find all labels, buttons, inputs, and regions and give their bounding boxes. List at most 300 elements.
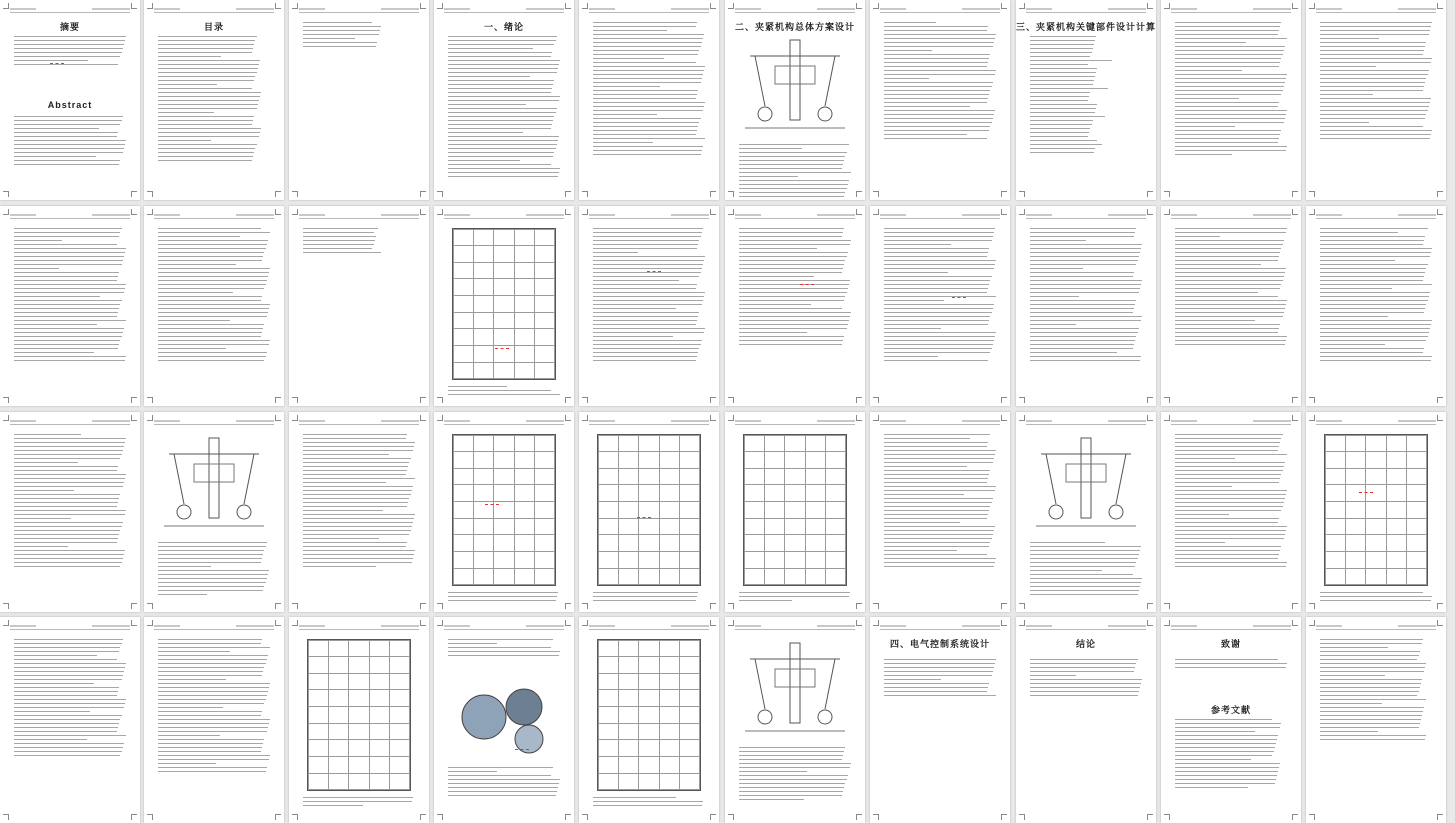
page-header-rule <box>1171 629 1291 630</box>
crop-mark <box>437 603 443 609</box>
crop-mark <box>420 415 426 421</box>
text-block <box>303 434 415 570</box>
spellcheck-underline <box>952 294 966 298</box>
crop-mark <box>3 814 9 820</box>
page-title: 摘要 <box>59 22 80 32</box>
crop-mark <box>565 209 571 215</box>
crop-mark <box>1292 209 1298 215</box>
document-page[interactable] <box>1016 412 1156 612</box>
crop-mark <box>565 814 571 820</box>
document-page[interactable] <box>1306 0 1446 200</box>
crop-mark <box>420 620 426 626</box>
page-header-rule <box>589 12 709 13</box>
document-page[interactable] <box>579 0 719 200</box>
crop-mark <box>131 814 137 820</box>
crop-mark <box>1019 3 1025 9</box>
crop-mark <box>1437 620 1443 626</box>
text-block <box>1175 659 1287 671</box>
crop-mark <box>1019 415 1025 421</box>
text-block <box>14 639 126 759</box>
crop-mark <box>728 209 734 215</box>
text-block <box>303 797 415 809</box>
document-page[interactable] <box>1306 206 1446 406</box>
page-header-rule <box>1316 424 1436 425</box>
text-block <box>1320 639 1432 743</box>
text-block <box>884 434 996 570</box>
crop-mark <box>1019 814 1025 820</box>
crop-mark <box>728 397 734 403</box>
text-block <box>739 144 851 200</box>
crop-mark <box>3 397 9 403</box>
document-page[interactable] <box>1016 0 1156 200</box>
crop-mark <box>1437 397 1443 403</box>
crop-mark <box>420 603 426 609</box>
document-page[interactable] <box>434 412 574 612</box>
text-block <box>593 22 705 158</box>
crop-mark <box>1164 397 1170 403</box>
crop-mark <box>1309 191 1315 197</box>
text-block <box>14 228 126 364</box>
crop-mark <box>710 814 716 820</box>
crop-mark <box>420 3 426 9</box>
page-header-rule <box>299 218 419 219</box>
page-header-rule <box>880 12 1000 13</box>
text-block <box>1030 659 1142 699</box>
page-header-rule <box>1171 12 1291 13</box>
crop-mark <box>1164 209 1170 215</box>
crop-mark <box>1164 3 1170 9</box>
document-page[interactable] <box>434 0 574 200</box>
crop-mark <box>1019 191 1025 197</box>
page-header-rule <box>154 218 274 219</box>
text-block <box>158 228 270 364</box>
text-block <box>884 228 996 364</box>
text-block <box>448 639 560 659</box>
document-page[interactable] <box>144 412 284 612</box>
crop-mark <box>3 603 9 609</box>
text-block <box>303 228 415 256</box>
crop-mark <box>582 603 588 609</box>
crop-mark <box>275 397 281 403</box>
document-page[interactable] <box>725 617 865 823</box>
crop-mark <box>147 415 153 421</box>
crop-mark <box>1001 3 1007 9</box>
crop-mark <box>710 415 716 421</box>
crop-mark <box>1309 620 1315 626</box>
crop-mark <box>147 3 153 9</box>
crop-mark <box>147 397 153 403</box>
crop-mark <box>728 191 734 197</box>
crop-mark <box>437 814 443 820</box>
crop-mark <box>1147 397 1153 403</box>
crop-mark <box>147 209 153 215</box>
crop-mark <box>3 620 9 626</box>
crop-mark <box>1437 814 1443 820</box>
page-title: 三、夹紧机构关键部件设计计算 <box>1016 22 1156 32</box>
data-table <box>743 434 847 586</box>
page-header-rule <box>1026 629 1146 630</box>
crop-mark <box>292 603 298 609</box>
page-header-rule <box>735 629 855 630</box>
crop-mark <box>131 603 137 609</box>
spellcheck-underline <box>1359 489 1373 493</box>
text-block <box>884 659 996 699</box>
document-page[interactable] <box>870 206 1010 406</box>
crop-mark <box>1437 415 1443 421</box>
document-page[interactable] <box>870 617 1010 823</box>
crop-mark <box>1147 620 1153 626</box>
crop-mark <box>437 397 443 403</box>
text-block <box>14 116 126 168</box>
crop-mark <box>1292 397 1298 403</box>
document-page[interactable] <box>144 206 284 406</box>
crop-mark <box>1437 191 1443 197</box>
document-page[interactable] <box>870 0 1010 200</box>
crop-mark <box>1437 3 1443 9</box>
crop-mark <box>1164 415 1170 421</box>
document-page[interactable] <box>1016 206 1156 406</box>
text-block <box>448 36 560 180</box>
crop-mark <box>131 415 137 421</box>
text-block <box>593 797 705 809</box>
crop-mark <box>1001 814 1007 820</box>
crop-mark <box>856 3 862 9</box>
crop-mark <box>565 191 571 197</box>
document-page[interactable] <box>1306 412 1446 612</box>
crop-mark <box>1309 415 1315 421</box>
text-block <box>158 639 270 775</box>
crop-mark <box>565 397 571 403</box>
crop-mark <box>1292 191 1298 197</box>
page-header-rule <box>1026 218 1146 219</box>
spellcheck-underline <box>647 268 661 272</box>
crop-mark <box>873 603 879 609</box>
crop-mark <box>1309 3 1315 9</box>
crop-mark <box>275 620 281 626</box>
page-title: 四、电气控制系统设计 <box>889 639 990 649</box>
crop-mark <box>147 603 153 609</box>
document-page[interactable] <box>1016 617 1156 823</box>
crop-mark <box>1164 603 1170 609</box>
crop-mark <box>3 209 9 215</box>
crop-mark <box>565 603 571 609</box>
page-header-rule <box>444 424 564 425</box>
crop-mark <box>1309 603 1315 609</box>
crop-mark <box>420 814 426 820</box>
text-block <box>1175 434 1287 570</box>
crop-mark <box>1292 603 1298 609</box>
text-block <box>1320 22 1432 142</box>
document-page[interactable] <box>579 206 719 406</box>
crop-mark <box>437 209 443 215</box>
crop-mark <box>582 814 588 820</box>
text-block <box>1030 36 1142 156</box>
data-table <box>307 639 411 791</box>
page-header-rule <box>444 218 564 219</box>
page-header-rule <box>735 12 855 13</box>
page-header-rule <box>444 12 564 13</box>
text-block <box>1175 719 1287 791</box>
text-block <box>739 592 851 604</box>
page-header-rule <box>880 218 1000 219</box>
crop-mark <box>131 3 137 9</box>
document-page[interactable] <box>579 617 719 823</box>
crop-mark <box>582 209 588 215</box>
crop-mark <box>856 620 862 626</box>
crop-mark <box>147 191 153 197</box>
document-page[interactable] <box>1161 206 1301 406</box>
page-title: 一、绪论 <box>483 22 524 32</box>
crop-mark <box>275 209 281 215</box>
crop-mark <box>1147 603 1153 609</box>
crop-mark <box>131 620 137 626</box>
crop-mark <box>1292 814 1298 820</box>
gear-reducer-photo <box>454 677 554 757</box>
document-page[interactable] <box>289 412 429 612</box>
text-block <box>1030 228 1142 364</box>
crop-mark <box>147 814 153 820</box>
crop-mark <box>728 415 734 421</box>
crop-mark <box>710 397 716 403</box>
crop-mark <box>856 209 862 215</box>
crop-mark <box>728 3 734 9</box>
crop-mark <box>856 397 862 403</box>
data-table <box>597 434 701 586</box>
text-block <box>593 228 705 364</box>
document-page[interactable] <box>725 0 865 200</box>
document-page[interactable] <box>289 206 429 406</box>
document-page[interactable] <box>0 0 140 200</box>
crop-mark <box>1147 191 1153 197</box>
spellcheck-underline <box>485 501 499 505</box>
crop-mark <box>710 603 716 609</box>
crop-mark <box>873 3 879 9</box>
crop-mark <box>1164 814 1170 820</box>
crop-mark <box>1292 415 1298 421</box>
crop-mark <box>873 415 879 421</box>
spellcheck-underline <box>50 60 64 64</box>
crop-mark <box>292 415 298 421</box>
crop-mark <box>292 191 298 197</box>
crop-mark <box>437 191 443 197</box>
page-header-rule <box>735 218 855 219</box>
text-block <box>448 386 560 398</box>
crop-mark <box>437 620 443 626</box>
page-header-rule <box>154 629 274 630</box>
spellcheck-underline <box>515 746 529 750</box>
mechanism-drawing <box>159 434 269 534</box>
crop-mark <box>1147 415 1153 421</box>
spellcheck-underline <box>495 345 509 349</box>
crop-mark <box>856 814 862 820</box>
page-header-rule <box>1171 424 1291 425</box>
data-table <box>597 639 701 791</box>
page-header-rule <box>1026 424 1146 425</box>
crop-mark <box>1309 397 1315 403</box>
text-block <box>14 36 126 68</box>
crop-mark <box>1001 191 1007 197</box>
document-page[interactable] <box>434 206 574 406</box>
mechanism-drawing <box>1031 434 1141 534</box>
text-block <box>1030 542 1142 598</box>
document-page[interactable] <box>870 412 1010 612</box>
crop-mark <box>728 603 734 609</box>
crop-mark <box>582 397 588 403</box>
crop-mark <box>275 191 281 197</box>
crop-mark <box>1019 603 1025 609</box>
mechanism-drawing <box>740 639 850 739</box>
crop-mark <box>1001 415 1007 421</box>
crop-mark <box>292 814 298 820</box>
crop-mark <box>856 415 862 421</box>
page-header-rule <box>10 218 130 219</box>
text-block <box>303 22 415 50</box>
crop-mark <box>420 191 426 197</box>
text-block <box>1175 22 1287 158</box>
document-page[interactable] <box>434 617 574 823</box>
document-page[interactable] <box>289 617 429 823</box>
crop-mark <box>1437 209 1443 215</box>
document-page[interactable] <box>289 0 429 200</box>
page-header-rule <box>1316 629 1436 630</box>
page-header-rule <box>299 424 419 425</box>
document-page[interactable] <box>1161 617 1301 823</box>
crop-mark <box>582 415 588 421</box>
crop-mark <box>710 620 716 626</box>
crop-mark <box>873 191 879 197</box>
crop-mark <box>710 191 716 197</box>
crop-mark <box>728 814 734 820</box>
page-title: 结论 <box>1075 639 1096 649</box>
crop-mark <box>1019 620 1025 626</box>
text-block <box>1175 228 1287 348</box>
crop-mark <box>873 620 879 626</box>
page-header-rule <box>589 629 709 630</box>
crop-mark <box>582 191 588 197</box>
crop-mark <box>1019 397 1025 403</box>
page-header-rule <box>1316 218 1436 219</box>
document-page[interactable] <box>144 0 284 200</box>
page-title: 致谢 <box>1220 639 1241 649</box>
crop-mark <box>582 3 588 9</box>
crop-mark <box>1147 3 1153 9</box>
crop-mark <box>1309 209 1315 215</box>
page-title: 二、夹紧机构总体方案设计 <box>734 22 855 32</box>
document-page[interactable] <box>579 412 719 612</box>
text-block <box>884 22 996 142</box>
page-header-rule <box>299 629 419 630</box>
crop-mark <box>565 620 571 626</box>
document-page[interactable] <box>1306 617 1446 823</box>
page-header-rule <box>10 629 130 630</box>
crop-mark <box>873 397 879 403</box>
crop-mark <box>1292 620 1298 626</box>
page-header-rule <box>589 424 709 425</box>
page-header-rule <box>1171 218 1291 219</box>
crop-mark <box>710 209 716 215</box>
crop-mark <box>131 209 137 215</box>
text-block <box>1320 228 1432 364</box>
crop-mark <box>1437 603 1443 609</box>
crop-mark <box>565 3 571 9</box>
document-page[interactable] <box>144 617 284 823</box>
crop-mark <box>582 620 588 626</box>
page-header-rule <box>299 12 419 13</box>
crop-mark <box>710 3 716 9</box>
text-block <box>14 434 126 570</box>
crop-mark <box>147 620 153 626</box>
crop-mark <box>292 3 298 9</box>
crop-mark <box>131 191 137 197</box>
crop-mark <box>1292 3 1298 9</box>
crop-mark <box>420 209 426 215</box>
text-block <box>158 36 270 164</box>
crop-mark <box>1164 191 1170 197</box>
crop-mark <box>1019 209 1025 215</box>
mechanism-drawing <box>740 36 850 136</box>
crop-mark <box>437 415 443 421</box>
page-header-rule <box>735 424 855 425</box>
crop-mark <box>1001 397 1007 403</box>
spellcheck-underline <box>800 281 814 285</box>
crop-mark <box>3 191 9 197</box>
crop-mark <box>131 397 137 403</box>
document-page[interactable] <box>725 412 865 612</box>
crop-mark <box>565 415 571 421</box>
data-table <box>452 228 556 380</box>
text-block <box>593 592 705 604</box>
crop-mark <box>3 3 9 9</box>
crop-mark <box>1164 620 1170 626</box>
crop-mark <box>275 603 281 609</box>
crop-mark <box>292 209 298 215</box>
document-page[interactable] <box>0 412 140 612</box>
text-block <box>1320 592 1432 604</box>
page-header-rule <box>1026 12 1146 13</box>
page-header-rule <box>10 12 130 13</box>
page-header-rule <box>589 218 709 219</box>
page-header-rule <box>10 424 130 425</box>
crop-mark <box>873 814 879 820</box>
crop-mark <box>856 603 862 609</box>
crop-mark <box>728 620 734 626</box>
text-block <box>739 747 851 803</box>
text-block <box>448 767 560 799</box>
crop-mark <box>856 191 862 197</box>
abstract-heading: Abstract <box>47 100 93 110</box>
page-header-rule <box>880 424 1000 425</box>
crop-mark <box>1001 620 1007 626</box>
crop-mark <box>1001 603 1007 609</box>
text-block <box>158 542 270 598</box>
document-page[interactable] <box>1161 0 1301 200</box>
document-page[interactable] <box>0 206 140 406</box>
document-page[interactable] <box>725 206 865 406</box>
crop-mark <box>437 3 443 9</box>
crop-mark <box>420 397 426 403</box>
text-block <box>739 228 851 348</box>
crop-mark <box>1001 209 1007 215</box>
crop-mark <box>3 415 9 421</box>
text-block <box>448 592 560 604</box>
page-header-rule <box>154 12 274 13</box>
document-page[interactable] <box>0 617 140 823</box>
references-heading: 参考文献 <box>1210 705 1251 715</box>
page-header-rule <box>444 629 564 630</box>
document-page[interactable] <box>1161 412 1301 612</box>
page-header-rule <box>1316 12 1436 13</box>
crop-mark <box>873 209 879 215</box>
